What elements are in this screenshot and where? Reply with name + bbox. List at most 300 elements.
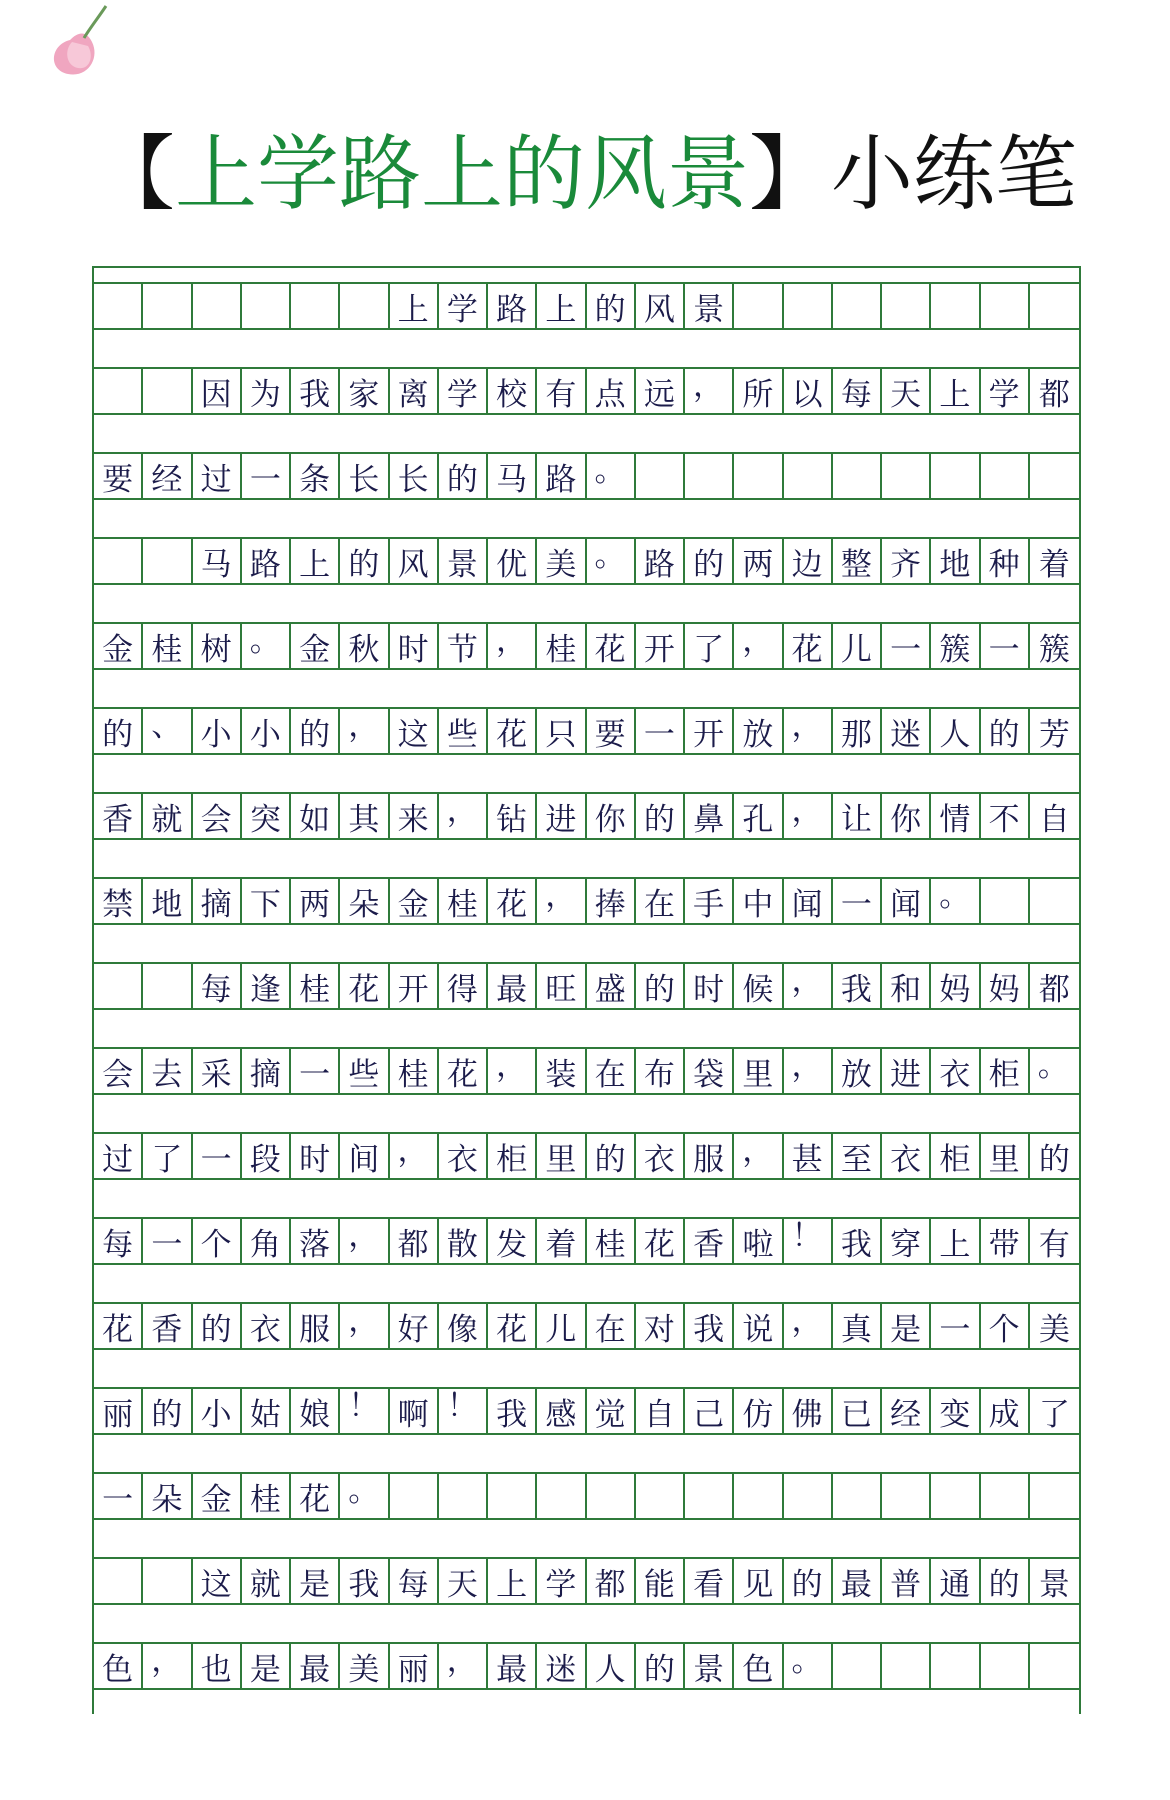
- grid-cell: ，: [537, 879, 586, 923]
- grid-cell-empty: [94, 964, 143, 1008]
- grid-cell: 迷: [537, 1644, 586, 1688]
- grid-cell-empty: [94, 284, 143, 328]
- grid-cell: 我: [340, 1559, 389, 1603]
- grid-cell: 一: [193, 1134, 242, 1178]
- grid-cell: 上: [291, 539, 340, 583]
- grid-cell: 啦: [734, 1219, 783, 1263]
- grid-cell: 让: [833, 794, 882, 838]
- grid-cell-empty: [143, 369, 192, 413]
- grid-cell: 马: [488, 454, 537, 498]
- grid-cell: 普: [882, 1559, 931, 1603]
- grid-cell-empty: [193, 284, 242, 328]
- grid-cell: 色: [734, 1644, 783, 1688]
- grid-row: [94, 452, 1079, 500]
- grid-cell: 下: [242, 879, 291, 923]
- grid-cell: 的: [291, 709, 340, 753]
- grid-cell: ，: [439, 794, 488, 838]
- grid-cell: ，: [685, 369, 734, 413]
- grid-cell: 点: [587, 369, 636, 413]
- grid-cell: 通: [931, 1559, 980, 1603]
- grid-cell: 经: [143, 454, 192, 498]
- grid-cell: 散: [439, 1219, 488, 1263]
- grid-row: [94, 1472, 1079, 1520]
- grid-cell: ，: [340, 709, 389, 753]
- grid-cell: 路: [636, 539, 685, 583]
- grid-cell: 天: [439, 1559, 488, 1603]
- grid-cell-empty: [882, 1644, 931, 1688]
- grid-cell: 发: [488, 1219, 537, 1263]
- grid-cell: 在: [587, 1304, 636, 1348]
- grid-cell: 衣: [931, 1049, 980, 1093]
- grid-cell: 美: [537, 539, 586, 583]
- grid-cell: 地: [143, 879, 192, 923]
- grid-cell: 好: [390, 1304, 439, 1348]
- grid-cell-empty: [981, 879, 1030, 923]
- grid-cell-empty: [143, 284, 192, 328]
- grid-row: [94, 537, 1079, 585]
- grid-cell: 儿: [537, 1304, 586, 1348]
- grid-cell: 就: [143, 794, 192, 838]
- grid-row: [94, 707, 1079, 755]
- grid-cell: 。: [340, 1474, 389, 1518]
- grid-cell: 芳: [1038, 716, 1070, 753]
- grid-cell: 路: [488, 284, 537, 328]
- grid-cell: 金: [193, 1474, 242, 1518]
- grid-cell: 花: [439, 1049, 488, 1093]
- grid-cell: 桂: [291, 964, 340, 1008]
- grid-cell: 布: [636, 1049, 685, 1093]
- grid-cell: 。: [1037, 1048, 1069, 1084]
- grid-cell-empty: [1030, 454, 1079, 498]
- grid-cell: 里: [734, 1049, 783, 1093]
- grid-cell: 上: [488, 1559, 537, 1603]
- grid-cell: 金: [291, 624, 340, 668]
- grid-cell: 盛: [587, 964, 636, 1008]
- grid-cell: 一: [242, 454, 291, 498]
- grid-cell: 看: [685, 1559, 734, 1603]
- grid-cell-empty: [439, 1474, 488, 1518]
- grid-cell: 会: [94, 1049, 143, 1093]
- grid-cell: 花: [636, 1219, 685, 1263]
- grid-cell: 的: [685, 539, 734, 583]
- grid-cell: 的: [439, 454, 488, 498]
- grid-cell: 袋: [685, 1049, 734, 1093]
- grid-cell: ，: [390, 1134, 439, 1178]
- writing-grid-sheet: [92, 266, 1081, 1714]
- grid-cell: 的: [587, 1134, 636, 1178]
- grid-cell: 落: [291, 1219, 340, 1263]
- grid-cell: 花: [488, 709, 537, 753]
- grid-cell: 美: [340, 1644, 389, 1688]
- grid-cell: 的: [1038, 1141, 1070, 1178]
- grid-cell: 香: [143, 1304, 192, 1348]
- grid-cell-empty: [636, 454, 685, 498]
- grid-cell: 经: [882, 1389, 931, 1433]
- grid-cell: 的: [981, 709, 1030, 753]
- grid-cell: 衣: [636, 1134, 685, 1178]
- grid-cell: 。: [587, 454, 636, 498]
- grid-cell: 些: [340, 1049, 389, 1093]
- grid-cell: 如: [291, 794, 340, 838]
- grid-cell: 是: [291, 1559, 340, 1603]
- grid-cell: 段: [242, 1134, 291, 1178]
- grid-cell-empty: [143, 1559, 192, 1603]
- grid-cell: 。: [931, 879, 980, 923]
- grid-cell: 装: [537, 1049, 586, 1093]
- grid-cell: 校: [488, 369, 537, 413]
- grid-cell: 己: [685, 1389, 734, 1433]
- grid-cell: 去: [143, 1049, 192, 1093]
- grid-cell: 放: [833, 1049, 882, 1093]
- grid-cell-empty: [931, 284, 980, 328]
- grid-cell: 着: [1038, 546, 1070, 583]
- grid-cell: 香: [685, 1219, 734, 1263]
- grid-cell: 我: [488, 1389, 537, 1433]
- grid-cell: 采: [193, 1049, 242, 1093]
- grid-cell: 得: [439, 964, 488, 1008]
- grid-cell: 地: [931, 539, 980, 583]
- grid-cell: 花: [291, 1474, 340, 1518]
- grid-cell: 朵: [143, 1474, 192, 1518]
- grid-cell: 桂: [537, 624, 586, 668]
- grid-cell: 佛: [784, 1389, 833, 1433]
- grid-cell: 时: [291, 1134, 340, 1178]
- grid-cell: 的: [636, 964, 685, 1008]
- grid-row: [94, 367, 1079, 415]
- grid-cell: ，: [488, 1049, 537, 1093]
- grid-row: [94, 877, 1079, 925]
- grid-cell: 的: [981, 1559, 1030, 1603]
- grid-cell: 两: [291, 879, 340, 923]
- page-title: [0, 120, 1170, 230]
- grid-cell: 开: [685, 709, 734, 753]
- grid-cell: 柜: [488, 1134, 537, 1178]
- grid-cell: 。: [587, 539, 636, 583]
- grid-cell: 禁: [94, 879, 143, 923]
- grid-cell: 摘: [193, 879, 242, 923]
- grid-cell: 捧: [587, 879, 636, 923]
- grid-cell: 一: [291, 1049, 340, 1093]
- grid-cell: 桂: [439, 879, 488, 923]
- grid-cell: 里: [981, 1134, 1030, 1178]
- grid-cell: 、: [143, 709, 192, 753]
- grid-cell: 我: [833, 1219, 882, 1263]
- grid-cell: 像: [439, 1304, 488, 1348]
- grid-cell: 整: [833, 539, 882, 583]
- grid-cell: 。: [242, 624, 291, 668]
- grid-cell: 每: [833, 369, 882, 413]
- grid-cell: 以: [784, 369, 833, 413]
- grid-cell: 进: [537, 794, 586, 838]
- grid-cell-empty: [1030, 879, 1079, 923]
- grid-cell: 时: [390, 624, 439, 668]
- grid-cell: 那: [833, 709, 882, 753]
- grid-cell: 的: [784, 1559, 833, 1603]
- grid-cell: 了: [143, 1134, 192, 1178]
- grid-cell: 鼻: [685, 794, 734, 838]
- grid-cell: 的: [340, 539, 389, 583]
- grid-cell: 花: [94, 1304, 143, 1348]
- grid-cell-empty: [882, 1474, 931, 1518]
- grid-cell: 变: [931, 1389, 980, 1433]
- grid-row: [94, 282, 1079, 330]
- grid-cell: 是: [242, 1644, 291, 1688]
- grid-cell: 花: [340, 964, 389, 1008]
- grid-cell: 你: [587, 794, 636, 838]
- grid-cell: 了: [1038, 1396, 1070, 1433]
- grid-cell: 丽: [94, 1389, 143, 1433]
- title-open-bracket: 【: [92, 127, 175, 222]
- grid-cell: 说: [734, 1304, 783, 1348]
- grid-cell: 姑: [242, 1389, 291, 1433]
- grid-cell: 穿: [882, 1219, 931, 1263]
- grid-cell: 来: [390, 794, 439, 838]
- grid-cell: 学: [537, 1559, 586, 1603]
- title-topic: 上学路上的风景: [174, 127, 749, 222]
- grid-row: [94, 1642, 1079, 1690]
- grid-cell: 柜: [931, 1134, 980, 1178]
- grid-cell-empty: [734, 284, 783, 328]
- grid-cell: ，: [340, 1219, 389, 1263]
- grid-cell: 都: [587, 1559, 636, 1603]
- grid-cell-empty: [94, 1559, 143, 1603]
- grid-cell: 候: [734, 964, 783, 1008]
- grid-cell: 最: [291, 1644, 340, 1688]
- grid-cell-empty: [94, 539, 143, 583]
- grid-cell: 桂: [587, 1219, 636, 1263]
- grid-cell-empty: [587, 1474, 636, 1518]
- grid-cell: 突: [242, 794, 291, 838]
- grid-cell-empty: [685, 1474, 734, 1518]
- grid-cell-empty: [291, 284, 340, 328]
- grid-cell: 感: [537, 1389, 586, 1433]
- grid-row: [94, 1047, 1079, 1095]
- grid-cell: ，: [734, 624, 783, 668]
- grid-cell: 也: [193, 1644, 242, 1688]
- grid-cell: 自: [636, 1389, 685, 1433]
- grid-cell: 所: [734, 369, 783, 413]
- grid-cell: 妈: [931, 964, 980, 1008]
- grid-cell: ，: [784, 964, 833, 1008]
- grid-cell: 在: [636, 879, 685, 923]
- grid-cell: 这: [193, 1559, 242, 1603]
- grid-cell: 过: [94, 1134, 143, 1178]
- grid-cell: 最: [488, 1644, 537, 1688]
- grid-cell: 朵: [340, 879, 389, 923]
- grid-cell: 每: [390, 1559, 439, 1603]
- grid-cell: 簇: [1038, 631, 1070, 668]
- grid-cell: 见: [734, 1559, 783, 1603]
- grid-cell-empty: [882, 284, 931, 328]
- grid-cell: 能: [636, 1559, 685, 1603]
- grid-cell: ，: [488, 624, 537, 668]
- grid-cell: 家: [340, 369, 389, 413]
- grid-cell: 。: [784, 1644, 833, 1688]
- grid-cell: 学: [981, 369, 1030, 413]
- grid-cell: 学: [439, 369, 488, 413]
- grid-cell: 已: [833, 1389, 882, 1433]
- grid-cell-empty: [1030, 1644, 1079, 1688]
- grid-cell: 衣: [242, 1304, 291, 1348]
- grid-cell-empty: [143, 964, 192, 1008]
- grid-cell: 一: [931, 1304, 980, 1348]
- grid-cell: 因: [193, 369, 242, 413]
- grid-cell: 都: [390, 1219, 439, 1263]
- grid-cell: 天: [882, 369, 931, 413]
- grid-cell: 上: [390, 284, 439, 328]
- grid-cell: 钻: [488, 794, 537, 838]
- grid-cell: 对: [636, 1304, 685, 1348]
- grid-cell: 秋: [340, 624, 389, 668]
- grid-cell-empty: [94, 369, 143, 413]
- grid-cell: 风: [390, 539, 439, 583]
- grid-cell: 花: [784, 624, 833, 668]
- grid-cell: 开: [636, 624, 685, 668]
- grid-cell: 逢: [242, 964, 291, 1008]
- grid-cell: 有: [1038, 1226, 1070, 1263]
- grid-cell: 小: [193, 709, 242, 753]
- grid-cell: 我: [833, 964, 882, 1008]
- grid-cell: 风: [636, 284, 685, 328]
- grid-cell: 间: [340, 1134, 389, 1178]
- grid-cell: ，: [143, 1644, 192, 1688]
- grid-cell: 花: [587, 624, 636, 668]
- grid-cell: 人: [587, 1644, 636, 1688]
- grid-cell: 离: [390, 369, 439, 413]
- grid-cell-empty: [1030, 284, 1079, 328]
- grid-cell: ，: [734, 1134, 783, 1178]
- grid-cell: 丽: [390, 1644, 439, 1688]
- grid-cell: 摘: [242, 1049, 291, 1093]
- grid-cell: 的: [193, 1304, 242, 1348]
- grid-cell: 闻: [784, 879, 833, 923]
- grid-cell: 娘: [291, 1389, 340, 1433]
- grid-cell-empty: [784, 1474, 833, 1518]
- grid-cell-empty: [931, 1474, 980, 1518]
- grid-cell-empty: [833, 284, 882, 328]
- grid-cell-empty: [833, 1644, 882, 1688]
- grid-cell: 优: [488, 539, 537, 583]
- grid-top-line: [94, 266, 1079, 268]
- grid-cell: 齐: [882, 539, 931, 583]
- title-suffix: 小练笔: [831, 127, 1078, 222]
- grid-cell: 金: [390, 879, 439, 923]
- grid-cell-empty: [143, 539, 192, 583]
- grid-cell: 着: [537, 1219, 586, 1263]
- grid-cell: 种: [981, 539, 1030, 583]
- grid-cell: 香: [94, 794, 143, 838]
- grid-cell-empty: [784, 454, 833, 498]
- grid-cell: 啊: [390, 1389, 439, 1433]
- grid-cell: 了: [685, 624, 734, 668]
- grid-cell: 桂: [143, 624, 192, 668]
- grid-cell: 迷: [882, 709, 931, 753]
- grid-cell: 每: [94, 1219, 143, 1263]
- grid-cell: 柜: [981, 1049, 1030, 1093]
- grid-cell: ，: [439, 1644, 488, 1688]
- grid-row: [94, 1132, 1079, 1180]
- grid-cell: 的: [94, 709, 143, 753]
- grid-cell: 美: [1038, 1311, 1070, 1348]
- grid-cell: ，: [784, 794, 833, 838]
- grid-cell: 的: [636, 794, 685, 838]
- grid-cell: 景: [439, 539, 488, 583]
- grid-cell: 一: [94, 1474, 143, 1518]
- grid-cell: 簇: [931, 624, 980, 668]
- flower-decoration-icon: [40, 0, 110, 80]
- grid-cell: ，: [784, 709, 833, 753]
- grid-cell: 开: [390, 964, 439, 1008]
- grid-cell: 小: [242, 709, 291, 753]
- grid-cell-empty: [636, 1474, 685, 1518]
- grid-cell-empty: [981, 284, 1030, 328]
- grid-cell: 时: [685, 964, 734, 1008]
- grid-cell-empty: [734, 1474, 783, 1518]
- title-close-bracket: 】: [749, 127, 832, 222]
- grid-cell-empty: [981, 1474, 1030, 1518]
- grid-cell: 节: [439, 624, 488, 668]
- grid-cell: ，: [784, 1304, 833, 1348]
- grid-cell: ！: [340, 1389, 389, 1433]
- grid-cell: 一: [981, 624, 1030, 668]
- grid-cell: 是: [882, 1304, 931, 1348]
- grid-row: [94, 962, 1079, 1010]
- grid-cell: 个: [193, 1219, 242, 1263]
- grid-cell: 不: [981, 794, 1030, 838]
- grid-cell-empty: [488, 1474, 537, 1518]
- grid-cell: ！: [784, 1219, 833, 1263]
- grid-cell: 觉: [587, 1389, 636, 1433]
- grid-cell: 的: [636, 1644, 685, 1688]
- grid-cell-empty: [931, 454, 980, 498]
- grid-cell: 长: [390, 454, 439, 498]
- grid-cell: 长: [340, 454, 389, 498]
- grid-cell: 金: [94, 624, 143, 668]
- grid-cell: 我: [291, 369, 340, 413]
- grid-cell: 这: [390, 709, 439, 753]
- grid-cell: 会: [193, 794, 242, 838]
- grid-cell: 为: [242, 369, 291, 413]
- grid-cell: 在: [587, 1049, 636, 1093]
- grid-cell: 甚: [784, 1134, 833, 1178]
- grid-cell: 花: [488, 1304, 537, 1348]
- grid-cell: 要: [94, 454, 143, 498]
- grid-cell: 进: [882, 1049, 931, 1093]
- grid-cell: 都: [1038, 376, 1070, 413]
- grid-cell: 情: [931, 794, 980, 838]
- grid-cell: 色: [94, 1644, 143, 1688]
- grid-cell: 马: [193, 539, 242, 583]
- grid-cell: 桂: [390, 1049, 439, 1093]
- grid-cell-empty: [734, 454, 783, 498]
- grid-cell: ！: [439, 1389, 488, 1433]
- grid-cell-empty: [1030, 1474, 1079, 1518]
- grid-cell: 景: [685, 1644, 734, 1688]
- grid-cell: 衣: [439, 1134, 488, 1178]
- grid-cell: 衣: [882, 1134, 931, 1178]
- grid-cell: 其: [340, 794, 389, 838]
- grid-cell: 过: [193, 454, 242, 498]
- grid-cell-empty: [340, 284, 389, 328]
- grid-row: [94, 1557, 1079, 1605]
- grid-cell: 带: [981, 1219, 1030, 1263]
- grid-cell: 妈: [981, 964, 1030, 1008]
- grid-cell: 服: [685, 1134, 734, 1178]
- grid-cell: 手: [685, 879, 734, 923]
- grid-cell: 都: [1038, 971, 1070, 1008]
- grid-cell: 路: [537, 454, 586, 498]
- grid-cell: 桂: [242, 1474, 291, 1518]
